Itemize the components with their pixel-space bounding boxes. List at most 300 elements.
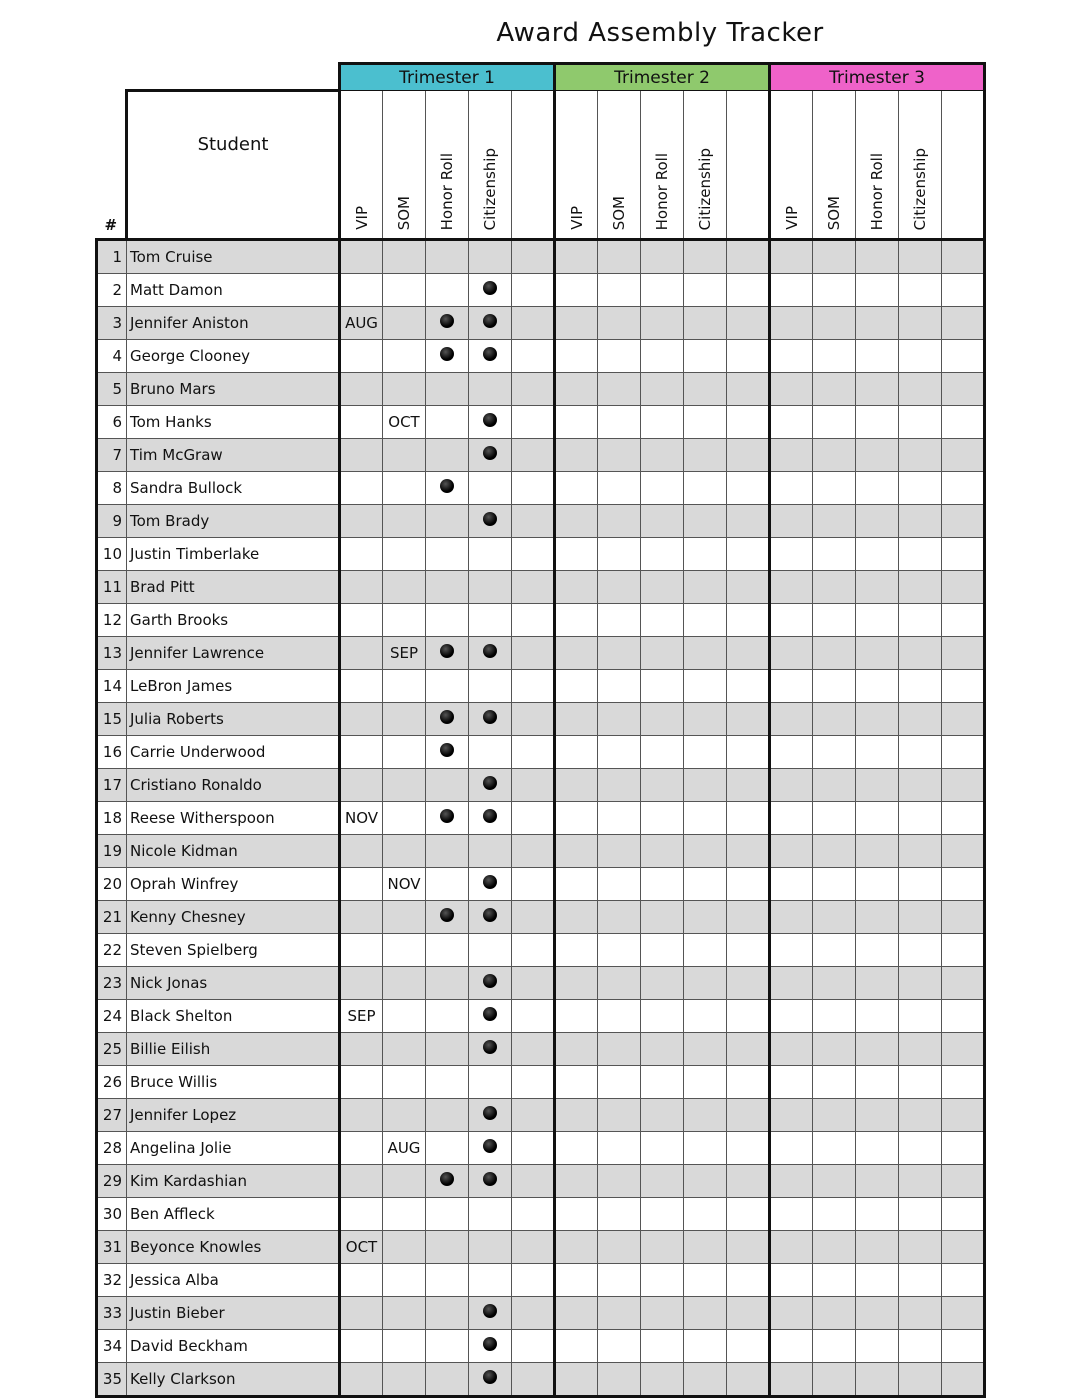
award-cell[interactable] bbox=[684, 1165, 727, 1198]
student-name[interactable]: Carrie Underwood bbox=[127, 736, 340, 769]
award-cell[interactable] bbox=[684, 571, 727, 604]
award-cell[interactable] bbox=[856, 835, 899, 868]
award-cell[interactable] bbox=[426, 538, 469, 571]
award-cell[interactable] bbox=[598, 802, 641, 835]
award-cell[interactable] bbox=[340, 406, 383, 439]
award-cell[interactable] bbox=[426, 1231, 469, 1264]
award-cell[interactable] bbox=[641, 1231, 684, 1264]
award-cell[interactable]: OCT bbox=[383, 406, 426, 439]
award-cell[interactable] bbox=[684, 1231, 727, 1264]
student-name[interactable]: Tim McGraw bbox=[127, 439, 340, 472]
student-name[interactable]: Jessica Alba bbox=[127, 1264, 340, 1297]
award-cell[interactable] bbox=[598, 1000, 641, 1033]
award-cell[interactable] bbox=[770, 406, 813, 439]
award-cell[interactable] bbox=[598, 1099, 641, 1132]
award-cell[interactable] bbox=[899, 868, 942, 901]
award-cell[interactable] bbox=[899, 373, 942, 406]
award-cell[interactable] bbox=[641, 406, 684, 439]
award-cell[interactable] bbox=[641, 472, 684, 505]
award-cell[interactable] bbox=[469, 274, 512, 307]
award-cell[interactable] bbox=[555, 1000, 598, 1033]
award-cell[interactable] bbox=[899, 769, 942, 802]
award-cell[interactable] bbox=[598, 571, 641, 604]
award-cell[interactable] bbox=[383, 1000, 426, 1033]
award-cell[interactable] bbox=[942, 835, 985, 868]
award-cell[interactable] bbox=[856, 472, 899, 505]
student-name[interactable]: Kelly Clarkson bbox=[127, 1363, 340, 1397]
student-name[interactable]: Sandra Bullock bbox=[127, 472, 340, 505]
award-cell[interactable] bbox=[942, 505, 985, 538]
award-cell[interactable] bbox=[426, 373, 469, 406]
award-cell[interactable] bbox=[856, 1066, 899, 1099]
award-cell[interactable] bbox=[641, 703, 684, 736]
award-cell[interactable] bbox=[770, 901, 813, 934]
award-cell[interactable] bbox=[340, 505, 383, 538]
award-cell[interactable] bbox=[770, 1165, 813, 1198]
award-cell[interactable] bbox=[727, 1165, 770, 1198]
student-name[interactable]: Jennifer Aniston bbox=[127, 307, 340, 340]
award-cell[interactable] bbox=[813, 1330, 856, 1363]
award-cell[interactable] bbox=[813, 1033, 856, 1066]
award-cell[interactable] bbox=[727, 637, 770, 670]
award-cell[interactable] bbox=[770, 1033, 813, 1066]
award-cell[interactable] bbox=[426, 604, 469, 637]
award-cell[interactable] bbox=[512, 1231, 555, 1264]
award-cell[interactable] bbox=[555, 538, 598, 571]
award-cell[interactable] bbox=[770, 472, 813, 505]
award-cell[interactable] bbox=[942, 604, 985, 637]
award-cell[interactable] bbox=[942, 670, 985, 703]
award-cell[interactable] bbox=[770, 340, 813, 373]
award-cell[interactable] bbox=[856, 1264, 899, 1297]
award-cell[interactable] bbox=[684, 637, 727, 670]
award-cell[interactable] bbox=[899, 1000, 942, 1033]
award-cell[interactable] bbox=[727, 472, 770, 505]
award-cell[interactable] bbox=[512, 1000, 555, 1033]
award-cell[interactable] bbox=[469, 1330, 512, 1363]
award-cell[interactable] bbox=[770, 307, 813, 340]
award-cell[interactable] bbox=[727, 340, 770, 373]
award-cell[interactable] bbox=[727, 901, 770, 934]
award-cell[interactable] bbox=[469, 240, 512, 274]
award-cell[interactable] bbox=[426, 1198, 469, 1231]
award-cell[interactable] bbox=[813, 571, 856, 604]
award-cell[interactable] bbox=[813, 736, 856, 769]
award-cell[interactable] bbox=[383, 505, 426, 538]
award-cell[interactable] bbox=[555, 703, 598, 736]
award-cell[interactable] bbox=[512, 340, 555, 373]
award-cell[interactable] bbox=[641, 835, 684, 868]
award-cell[interactable] bbox=[899, 538, 942, 571]
award-cell[interactable] bbox=[727, 1033, 770, 1066]
award-cell[interactable] bbox=[942, 340, 985, 373]
award-cell[interactable] bbox=[555, 571, 598, 604]
award-cell[interactable] bbox=[899, 1132, 942, 1165]
award-cell[interactable] bbox=[469, 406, 512, 439]
award-cell[interactable] bbox=[555, 637, 598, 670]
award-cell[interactable] bbox=[555, 1099, 598, 1132]
award-cell[interactable] bbox=[813, 1297, 856, 1330]
award-cell[interactable] bbox=[899, 571, 942, 604]
award-cell[interactable] bbox=[641, 240, 684, 274]
award-cell[interactable] bbox=[426, 1000, 469, 1033]
award-cell[interactable] bbox=[512, 505, 555, 538]
award-cell[interactable] bbox=[813, 538, 856, 571]
award-cell[interactable] bbox=[641, 1330, 684, 1363]
award-cell[interactable] bbox=[512, 868, 555, 901]
award-cell[interactable] bbox=[770, 1099, 813, 1132]
award-cell[interactable] bbox=[426, 1132, 469, 1165]
award-cell[interactable] bbox=[770, 274, 813, 307]
award-cell[interactable] bbox=[555, 1330, 598, 1363]
student-name[interactable]: Billie Eilish bbox=[127, 1033, 340, 1066]
award-cell[interactable] bbox=[770, 1297, 813, 1330]
award-cell[interactable] bbox=[340, 1297, 383, 1330]
award-cell[interactable] bbox=[512, 901, 555, 934]
award-cell[interactable] bbox=[469, 1099, 512, 1132]
award-cell[interactable] bbox=[598, 901, 641, 934]
award-cell[interactable] bbox=[727, 571, 770, 604]
award-cell[interactable] bbox=[856, 736, 899, 769]
award-cell[interactable] bbox=[727, 274, 770, 307]
award-cell[interactable] bbox=[856, 670, 899, 703]
award-cell[interactable] bbox=[899, 736, 942, 769]
award-cell[interactable] bbox=[727, 1132, 770, 1165]
award-cell[interactable] bbox=[340, 340, 383, 373]
award-cell[interactable] bbox=[469, 1165, 512, 1198]
award-cell[interactable] bbox=[770, 1066, 813, 1099]
award-cell[interactable] bbox=[383, 274, 426, 307]
award-cell[interactable] bbox=[813, 1198, 856, 1231]
award-cell[interactable] bbox=[770, 736, 813, 769]
award-cell[interactable] bbox=[813, 307, 856, 340]
award-cell[interactable] bbox=[340, 769, 383, 802]
award-cell[interactable] bbox=[383, 604, 426, 637]
award-cell[interactable] bbox=[340, 472, 383, 505]
award-cell[interactable] bbox=[426, 1297, 469, 1330]
award-cell[interactable] bbox=[340, 1264, 383, 1297]
award-cell[interactable] bbox=[727, 373, 770, 406]
award-cell[interactable] bbox=[598, 835, 641, 868]
award-cell[interactable] bbox=[899, 1198, 942, 1231]
award-cell[interactable] bbox=[426, 802, 469, 835]
award-cell[interactable] bbox=[899, 1264, 942, 1297]
award-cell[interactable] bbox=[899, 637, 942, 670]
award-cell[interactable] bbox=[813, 505, 856, 538]
award-cell[interactable] bbox=[598, 538, 641, 571]
award-cell[interactable] bbox=[383, 670, 426, 703]
award-cell[interactable] bbox=[856, 1363, 899, 1397]
award-cell[interactable] bbox=[598, 670, 641, 703]
award-cell[interactable] bbox=[641, 307, 684, 340]
award-cell[interactable] bbox=[512, 703, 555, 736]
award-cell[interactable] bbox=[770, 670, 813, 703]
award-cell[interactable] bbox=[426, 934, 469, 967]
award-cell[interactable] bbox=[383, 703, 426, 736]
award-cell[interactable]: SEP bbox=[340, 1000, 383, 1033]
award-cell[interactable] bbox=[942, 1264, 985, 1297]
award-cell[interactable] bbox=[469, 538, 512, 571]
award-cell[interactable] bbox=[899, 670, 942, 703]
award-cell[interactable] bbox=[899, 901, 942, 934]
student-name[interactable]: Ben Affleck bbox=[127, 1198, 340, 1231]
award-cell[interactable] bbox=[555, 307, 598, 340]
award-cell[interactable] bbox=[469, 1033, 512, 1066]
award-cell[interactable] bbox=[555, 736, 598, 769]
award-cell[interactable] bbox=[426, 868, 469, 901]
award-cell[interactable] bbox=[899, 1363, 942, 1397]
award-cell[interactable] bbox=[727, 505, 770, 538]
award-cell[interactable] bbox=[942, 1330, 985, 1363]
award-cell[interactable] bbox=[899, 1066, 942, 1099]
award-cell[interactable] bbox=[813, 670, 856, 703]
award-cell[interactable] bbox=[727, 240, 770, 274]
award-cell[interactable] bbox=[598, 1363, 641, 1397]
award-cell[interactable] bbox=[383, 538, 426, 571]
award-cell[interactable] bbox=[512, 571, 555, 604]
award-cell[interactable] bbox=[426, 240, 469, 274]
award-cell[interactable]: SEP bbox=[383, 637, 426, 670]
award-cell[interactable] bbox=[856, 571, 899, 604]
award-cell[interactable] bbox=[856, 1099, 899, 1132]
student-name[interactable]: Nicole Kidman bbox=[127, 835, 340, 868]
student-name[interactable]: Tom Brady bbox=[127, 505, 340, 538]
award-cell[interactable] bbox=[598, 340, 641, 373]
award-cell[interactable] bbox=[942, 406, 985, 439]
award-cell[interactable] bbox=[770, 835, 813, 868]
award-cell[interactable] bbox=[856, 538, 899, 571]
award-cell[interactable] bbox=[598, 1297, 641, 1330]
award-cell[interactable] bbox=[856, 703, 899, 736]
award-cell[interactable] bbox=[469, 769, 512, 802]
award-cell[interactable] bbox=[383, 802, 426, 835]
award-cell[interactable] bbox=[899, 802, 942, 835]
award-cell[interactable] bbox=[684, 1099, 727, 1132]
student-name[interactable]: George Clooney bbox=[127, 340, 340, 373]
award-cell[interactable] bbox=[856, 1231, 899, 1264]
award-cell[interactable] bbox=[942, 1000, 985, 1033]
award-cell[interactable] bbox=[340, 604, 383, 637]
award-cell[interactable] bbox=[598, 1066, 641, 1099]
award-cell[interactable] bbox=[598, 868, 641, 901]
award-cell[interactable] bbox=[899, 340, 942, 373]
award-cell[interactable] bbox=[340, 373, 383, 406]
award-cell[interactable] bbox=[684, 373, 727, 406]
award-cell[interactable] bbox=[856, 901, 899, 934]
award-cell[interactable] bbox=[813, 1264, 856, 1297]
award-cell[interactable] bbox=[813, 439, 856, 472]
award-cell[interactable] bbox=[856, 373, 899, 406]
award-cell[interactable] bbox=[942, 439, 985, 472]
award-cell[interactable] bbox=[598, 637, 641, 670]
award-cell[interactable] bbox=[684, 1297, 727, 1330]
award-cell[interactable] bbox=[856, 934, 899, 967]
award-cell[interactable] bbox=[942, 571, 985, 604]
award-cell[interactable] bbox=[426, 274, 469, 307]
award-cell[interactable] bbox=[641, 1000, 684, 1033]
award-cell[interactable] bbox=[340, 901, 383, 934]
award-cell[interactable] bbox=[727, 1066, 770, 1099]
award-cell[interactable] bbox=[942, 1132, 985, 1165]
award-cell[interactable] bbox=[469, 307, 512, 340]
award-cell[interactable] bbox=[383, 340, 426, 373]
award-cell[interactable] bbox=[383, 1033, 426, 1066]
award-cell[interactable] bbox=[426, 571, 469, 604]
award-cell[interactable] bbox=[598, 604, 641, 637]
award-cell[interactable] bbox=[469, 604, 512, 637]
award-cell[interactable] bbox=[426, 967, 469, 1000]
award-cell[interactable] bbox=[641, 1033, 684, 1066]
award-cell[interactable] bbox=[813, 1165, 856, 1198]
award-cell[interactable] bbox=[340, 637, 383, 670]
award-cell[interactable] bbox=[383, 835, 426, 868]
award-cell[interactable] bbox=[684, 736, 727, 769]
award-cell[interactable] bbox=[383, 1231, 426, 1264]
student-name[interactable]: Garth Brooks bbox=[127, 604, 340, 637]
award-cell[interactable] bbox=[684, 769, 727, 802]
award-cell[interactable] bbox=[727, 406, 770, 439]
student-name[interactable]: Matt Damon bbox=[127, 274, 340, 307]
award-cell[interactable] bbox=[856, 802, 899, 835]
award-cell[interactable] bbox=[641, 901, 684, 934]
award-cell[interactable] bbox=[684, 340, 727, 373]
award-cell[interactable] bbox=[555, 670, 598, 703]
award-cell[interactable] bbox=[684, 1000, 727, 1033]
award-cell[interactable] bbox=[469, 736, 512, 769]
award-cell[interactable] bbox=[899, 1231, 942, 1264]
award-cell[interactable] bbox=[512, 736, 555, 769]
award-cell[interactable]: AUG bbox=[383, 1132, 426, 1165]
award-cell[interactable] bbox=[727, 307, 770, 340]
award-cell[interactable] bbox=[770, 604, 813, 637]
award-cell[interactable] bbox=[856, 340, 899, 373]
award-cell[interactable] bbox=[555, 472, 598, 505]
award-cell[interactable] bbox=[512, 769, 555, 802]
award-cell[interactable] bbox=[340, 1033, 383, 1066]
student-name[interactable]: Justin Bieber bbox=[127, 1297, 340, 1330]
award-cell[interactable] bbox=[512, 802, 555, 835]
award-cell[interactable] bbox=[469, 1363, 512, 1397]
award-cell[interactable] bbox=[469, 340, 512, 373]
award-cell[interactable] bbox=[770, 240, 813, 274]
award-cell[interactable] bbox=[598, 1231, 641, 1264]
award-cell[interactable] bbox=[942, 901, 985, 934]
award-cell[interactable] bbox=[942, 934, 985, 967]
award-cell[interactable] bbox=[684, 670, 727, 703]
student-name[interactable]: Jennifer Lawrence bbox=[127, 637, 340, 670]
award-cell[interactable] bbox=[856, 439, 899, 472]
award-cell[interactable] bbox=[340, 1363, 383, 1397]
award-cell[interactable] bbox=[856, 967, 899, 1000]
award-cell[interactable] bbox=[770, 802, 813, 835]
award-cell[interactable] bbox=[426, 1033, 469, 1066]
award-cell[interactable] bbox=[684, 1264, 727, 1297]
award-cell[interactable] bbox=[899, 1099, 942, 1132]
award-cell[interactable] bbox=[813, 769, 856, 802]
award-cell[interactable] bbox=[684, 835, 727, 868]
award-cell[interactable] bbox=[942, 240, 985, 274]
award-cell[interactable] bbox=[512, 240, 555, 274]
award-cell[interactable] bbox=[899, 1165, 942, 1198]
award-cell[interactable] bbox=[641, 1066, 684, 1099]
award-cell[interactable] bbox=[426, 1264, 469, 1297]
award-cell[interactable] bbox=[469, 835, 512, 868]
award-cell[interactable] bbox=[942, 868, 985, 901]
award-cell[interactable] bbox=[641, 934, 684, 967]
award-cell[interactable] bbox=[512, 604, 555, 637]
award-cell[interactable] bbox=[727, 1330, 770, 1363]
award-cell[interactable] bbox=[555, 1033, 598, 1066]
award-cell[interactable] bbox=[469, 1231, 512, 1264]
award-cell[interactable] bbox=[727, 736, 770, 769]
award-cell[interactable] bbox=[641, 769, 684, 802]
award-cell[interactable] bbox=[641, 1363, 684, 1397]
award-cell[interactable] bbox=[383, 1066, 426, 1099]
award-cell[interactable] bbox=[598, 406, 641, 439]
award-cell[interactable] bbox=[426, 769, 469, 802]
award-cell[interactable] bbox=[340, 1099, 383, 1132]
award-cell[interactable] bbox=[383, 769, 426, 802]
award-cell[interactable] bbox=[899, 934, 942, 967]
award-cell[interactable] bbox=[684, 1132, 727, 1165]
award-cell[interactable] bbox=[641, 439, 684, 472]
award-cell[interactable] bbox=[727, 439, 770, 472]
award-cell[interactable] bbox=[641, 604, 684, 637]
award-cell[interactable] bbox=[942, 1297, 985, 1330]
award-cell[interactable] bbox=[641, 1132, 684, 1165]
student-name[interactable]: Steven Spielberg bbox=[127, 934, 340, 967]
award-cell[interactable] bbox=[512, 274, 555, 307]
award-cell[interactable] bbox=[899, 967, 942, 1000]
award-cell[interactable] bbox=[684, 901, 727, 934]
award-cell[interactable] bbox=[770, 769, 813, 802]
award-cell[interactable] bbox=[383, 1165, 426, 1198]
award-cell[interactable] bbox=[899, 1033, 942, 1066]
award-cell[interactable] bbox=[641, 538, 684, 571]
award-cell[interactable] bbox=[856, 604, 899, 637]
award-cell[interactable] bbox=[727, 1264, 770, 1297]
award-cell[interactable] bbox=[512, 1297, 555, 1330]
award-cell[interactable] bbox=[469, 571, 512, 604]
award-cell[interactable] bbox=[340, 1066, 383, 1099]
award-cell[interactable] bbox=[684, 604, 727, 637]
award-cell[interactable] bbox=[469, 1198, 512, 1231]
award-cell[interactable] bbox=[813, 802, 856, 835]
award-cell[interactable] bbox=[555, 1132, 598, 1165]
award-cell[interactable] bbox=[770, 1363, 813, 1397]
award-cell[interactable] bbox=[426, 637, 469, 670]
award-cell[interactable] bbox=[727, 703, 770, 736]
award-cell[interactable] bbox=[383, 373, 426, 406]
award-cell[interactable] bbox=[813, 1363, 856, 1397]
award-cell[interactable] bbox=[426, 1066, 469, 1099]
award-cell[interactable] bbox=[813, 1132, 856, 1165]
award-cell[interactable] bbox=[684, 802, 727, 835]
award-cell[interactable] bbox=[942, 769, 985, 802]
student-name[interactable]: David Beckham bbox=[127, 1330, 340, 1363]
award-cell[interactable] bbox=[555, 835, 598, 868]
award-cell[interactable] bbox=[727, 1363, 770, 1397]
award-cell[interactable] bbox=[512, 1363, 555, 1397]
award-cell[interactable] bbox=[469, 1000, 512, 1033]
award-cell[interactable] bbox=[598, 1033, 641, 1066]
award-cell[interactable] bbox=[512, 835, 555, 868]
award-cell[interactable] bbox=[555, 1363, 598, 1397]
award-cell[interactable] bbox=[555, 373, 598, 406]
award-cell[interactable] bbox=[856, 505, 899, 538]
award-cell[interactable] bbox=[469, 967, 512, 1000]
award-cell[interactable] bbox=[512, 406, 555, 439]
